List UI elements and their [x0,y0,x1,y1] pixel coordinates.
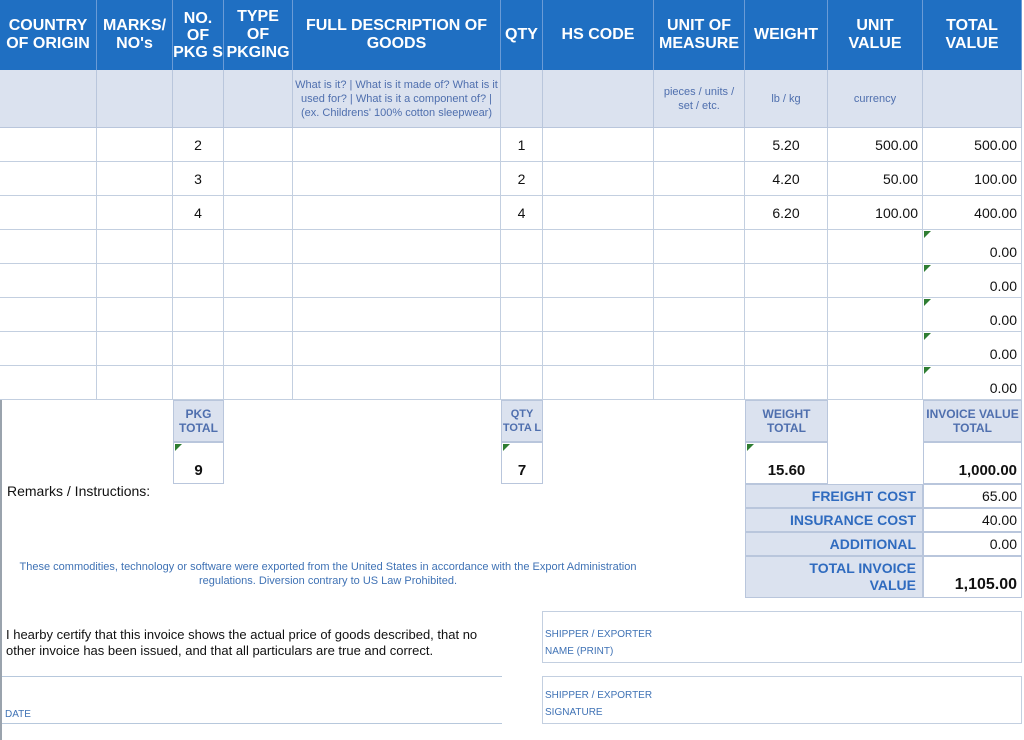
cell-marks[interactable] [97,264,173,298]
shipper-name-label-line2: NAME (PRINT) [545,646,614,657]
shipper-signature-field[interactable] [542,676,1022,724]
cell-uom[interactable] [654,230,745,264]
cell-type[interactable] [224,366,293,400]
cell-total_value[interactable]: 400.00 [923,196,1022,230]
cell-weight[interactable] [745,332,828,366]
cell-unit_value[interactable] [828,264,923,298]
cell-pkgs[interactable] [173,332,224,366]
cell-hs[interactable] [543,298,654,332]
cell-marks[interactable] [97,298,173,332]
cell-country[interactable] [0,332,97,366]
cell-marks[interactable] [97,196,173,230]
certification-statement: I hearby certify that this invoice shows the actual price of goods described, that no other invoice has been issued, and that all particulars are true and correct. [6,627,478,658]
shipper-signature-label-line2: SIGNATURE [545,707,603,718]
insurance-cost-label: INSURANCE COST [745,508,923,532]
cell-pkgs[interactable]: 4 [173,196,224,230]
cell-unit_value[interactable] [828,298,923,332]
cell-qty[interactable]: 1 [501,128,543,162]
remarks-label: Remarks / Instructions: [7,483,151,499]
cell-desc[interactable] [293,298,501,332]
cell-desc[interactable] [293,128,501,162]
shipper-name-label-line1: SHIPPER / EXPORTER [545,629,653,640]
cell-weight[interactable] [745,230,828,264]
cell-pkgs[interactable]: 2 [173,128,224,162]
qty-total-label: QTY TOTA L [501,400,543,442]
column-hint-desc: What is it? | What is it made of? What is it used for? | What is it a component of? | (ex. Childrens' 100% cotton sleepwear) [293,70,501,128]
column-hint-qty [501,70,543,128]
cell-weight[interactable] [745,298,828,332]
cell-desc[interactable] [293,230,501,264]
cell-uom[interactable] [654,162,745,196]
cell-weight[interactable]: 6.20 [745,196,828,230]
cell-total_value[interactable]: 0.00 [923,230,1022,264]
weight-total-value[interactable]: 15.60 [745,442,828,484]
cell-country[interactable] [0,264,97,298]
pkg-total-label: PKG TOTAL [173,400,224,442]
cell-total_value[interactable]: 0.00 [923,366,1022,400]
insurance-cost-value[interactable]: 40.00 [923,508,1022,532]
cell-type[interactable] [224,162,293,196]
cell-hs[interactable] [543,366,654,400]
cell-type[interactable] [224,230,293,264]
cell-pkgs[interactable] [173,298,224,332]
cell-type[interactable] [224,298,293,332]
column-hint-total_value [923,70,1022,128]
cell-uom[interactable] [654,298,745,332]
cell-weight[interactable]: 4.20 [745,162,828,196]
cell-weight[interactable]: 5.20 [745,128,828,162]
cell-total_value[interactable]: 500.00 [923,128,1022,162]
cell-weight[interactable] [745,366,828,400]
cell-qty[interactable]: 2 [501,162,543,196]
cell-desc[interactable] [293,332,501,366]
cell-uom[interactable] [654,366,745,400]
column-header-pkgs: NO. OF PKG S [173,0,224,70]
cell-unit_value[interactable] [828,366,923,400]
date-line[interactable] [2,723,502,724]
cell-weight[interactable] [745,264,828,298]
cell-country[interactable] [0,162,97,196]
additional-cost-label: ADDITIONAL [745,532,923,556]
column-header-uom: UNIT OF MEASURE [654,0,745,70]
total-invoice-value-label: TOTAL INVOICE VALUE [745,556,923,598]
cell-desc[interactable] [293,162,501,196]
cell-pkgs[interactable] [173,366,224,400]
cell-unit_value[interactable]: 100.00 [828,196,923,230]
column-header-desc: FULL DESCRIPTION OF GOODS [293,0,501,70]
cell-unit_value[interactable] [828,332,923,366]
total-invoice-value[interactable]: 1,105.00 [923,556,1022,598]
column-hint-unit_value: currency [828,70,923,128]
cell-desc[interactable] [293,264,501,298]
column-header-unit_value: UNIT VALUE [828,0,923,70]
cell-hs[interactable] [543,332,654,366]
invoice-value-total-value[interactable]: 1,000.00 [923,442,1022,484]
column-header-hs: HS CODE [543,0,654,70]
column-header-weight: WEIGHT [745,0,828,70]
column-hint-type [224,70,293,128]
cell-type[interactable] [224,196,293,230]
cell-unit_value[interactable]: 500.00 [828,128,923,162]
cell-marks[interactable] [97,128,173,162]
column-header-qty: QTY [501,0,543,70]
cell-hs[interactable] [543,196,654,230]
export-notice: These commodities, technology or software were exported from the United States in accordance with the Export Administration regulations. Diversion contrary to US Law Prohibited. [19,561,637,587]
cell-hs[interactable] [543,128,654,162]
cell-qty[interactable] [501,298,543,332]
additional-cost-value[interactable]: 0.00 [923,532,1022,556]
cell-marks[interactable] [97,162,173,196]
cell-desc[interactable] [293,196,501,230]
invoice-value-total-label: INVOICE VALUE TOTAL [923,400,1022,442]
cell-marks[interactable] [97,366,173,400]
cell-country[interactable] [0,298,97,332]
cell-country[interactable] [0,230,97,264]
column-hint-uom: pieces / units / set / etc. [654,70,745,128]
column-hint-hs [543,70,654,128]
pkg-total-value[interactable]: 9 [173,442,224,484]
cell-country[interactable] [0,366,97,400]
weight-total-label: WEIGHT TOTAL [745,400,828,442]
cell-unit_value[interactable]: 50.00 [828,162,923,196]
cell-type[interactable] [224,128,293,162]
cell-marks[interactable] [97,230,173,264]
cell-total_value[interactable]: 0.00 [923,332,1022,366]
shipper-signature-label-line1: SHIPPER / EXPORTER [545,690,653,701]
freight-cost-value[interactable]: 65.00 [923,484,1022,508]
qty-total-value[interactable]: 7 [501,442,543,484]
cell-qty[interactable]: 4 [501,196,543,230]
column-header-total_value: TOTAL VALUE [923,0,1022,70]
cell-qty[interactable] [501,230,543,264]
cell-desc[interactable] [293,366,501,400]
column-header-type: TYPE OF PKGING [224,0,293,70]
column-header-country: COUNTRY OF ORIGIN [0,0,97,70]
cell-qty[interactable] [501,264,543,298]
cell-uom[interactable] [654,128,745,162]
freight-cost-label: FREIGHT COST [745,484,923,508]
cell-uom[interactable] [654,264,745,298]
column-header-marks: MARKS/ NO's [97,0,173,70]
cell-qty[interactable] [501,332,543,366]
cell-type[interactable] [224,264,293,298]
column-hint-pkgs [173,70,224,128]
certification-divider [2,676,502,677]
cell-country[interactable] [0,196,97,230]
cell-total_value[interactable]: 100.00 [923,162,1022,196]
cell-total_value[interactable]: 0.00 [923,264,1022,298]
cell-type[interactable] [224,332,293,366]
cell-hs[interactable] [543,264,654,298]
column-hint-marks [97,70,173,128]
column-hint-country [0,70,97,128]
column-hint-weight: lb / kg [745,70,828,128]
cell-pkgs[interactable] [173,264,224,298]
cell-marks[interactable] [97,332,173,366]
date-label: DATE [5,709,31,720]
cell-pkgs[interactable]: 3 [173,162,224,196]
shipper-name-field[interactable] [542,611,1022,663]
cell-pkgs[interactable] [173,230,224,264]
cell-uom[interactable] [654,196,745,230]
cell-hs[interactable] [543,162,654,196]
cell-unit_value[interactable] [828,230,923,264]
cell-country[interactable] [0,128,97,162]
cell-qty[interactable] [501,366,543,400]
cell-total_value[interactable]: 0.00 [923,298,1022,332]
cell-hs[interactable] [543,230,654,264]
cell-uom[interactable] [654,332,745,366]
